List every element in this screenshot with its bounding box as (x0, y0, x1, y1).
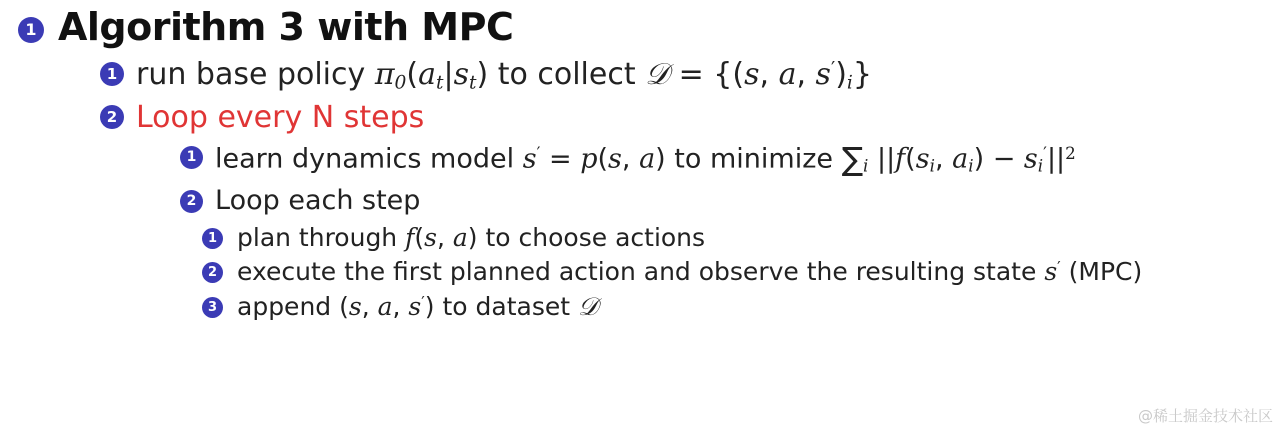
bullet-marker-title: 1 (18, 17, 44, 43)
bullet-marker-2: 2 (202, 262, 223, 283)
list-item-learn-dynamics-model (180, 140, 1287, 180)
page-title: Algorithm 3 with MPC (58, 5, 514, 49)
bullet-marker-2: 2 (180, 190, 203, 213)
list-item-loop-every-n-steps (100, 99, 1287, 137)
bullet-marker-1: 1 (100, 62, 124, 86)
list-item-text: execute the first planned action and observe the resulting state s′ (MPC) (237, 257, 1143, 287)
bullet-marker-1: 1 (180, 146, 203, 169)
list-item-text: Loop each step (215, 185, 421, 217)
bullet-marker-3: 3 (202, 297, 223, 318)
list-item-text: learn dynamics model s′ = p(s, a) to minimize $\sum_i$ $||f(s_i$, $a_i) - s_i'||^2$ (215, 140, 1076, 179)
list-item-text: Loop every N steps (136, 99, 425, 135)
list-item-run-base-policy (100, 56, 1287, 95)
list-item-execute-first-action (202, 256, 1287, 289)
list-item-text: run base policy $\pi_0(a_t|s_t)$ to collect 𝒟 = {(s, a, $s')_i$} (136, 56, 872, 94)
bullet-marker-1: 1 (202, 228, 223, 249)
watermark: @稀土掘金技术社区 (1137, 407, 1273, 425)
list-item-text: plan through f(s, a) to choose actions (237, 222, 706, 252)
list-item-text: append (s, a, s′) to dataset 𝒟 (237, 291, 598, 321)
list-item-append-to-dataset (202, 291, 1287, 324)
list-item-loop-each-step (180, 184, 1287, 218)
slide-title-row (18, 5, 1287, 49)
list-item-plan-through-f (202, 222, 1287, 255)
bullet-marker-2: 2 (100, 105, 124, 129)
